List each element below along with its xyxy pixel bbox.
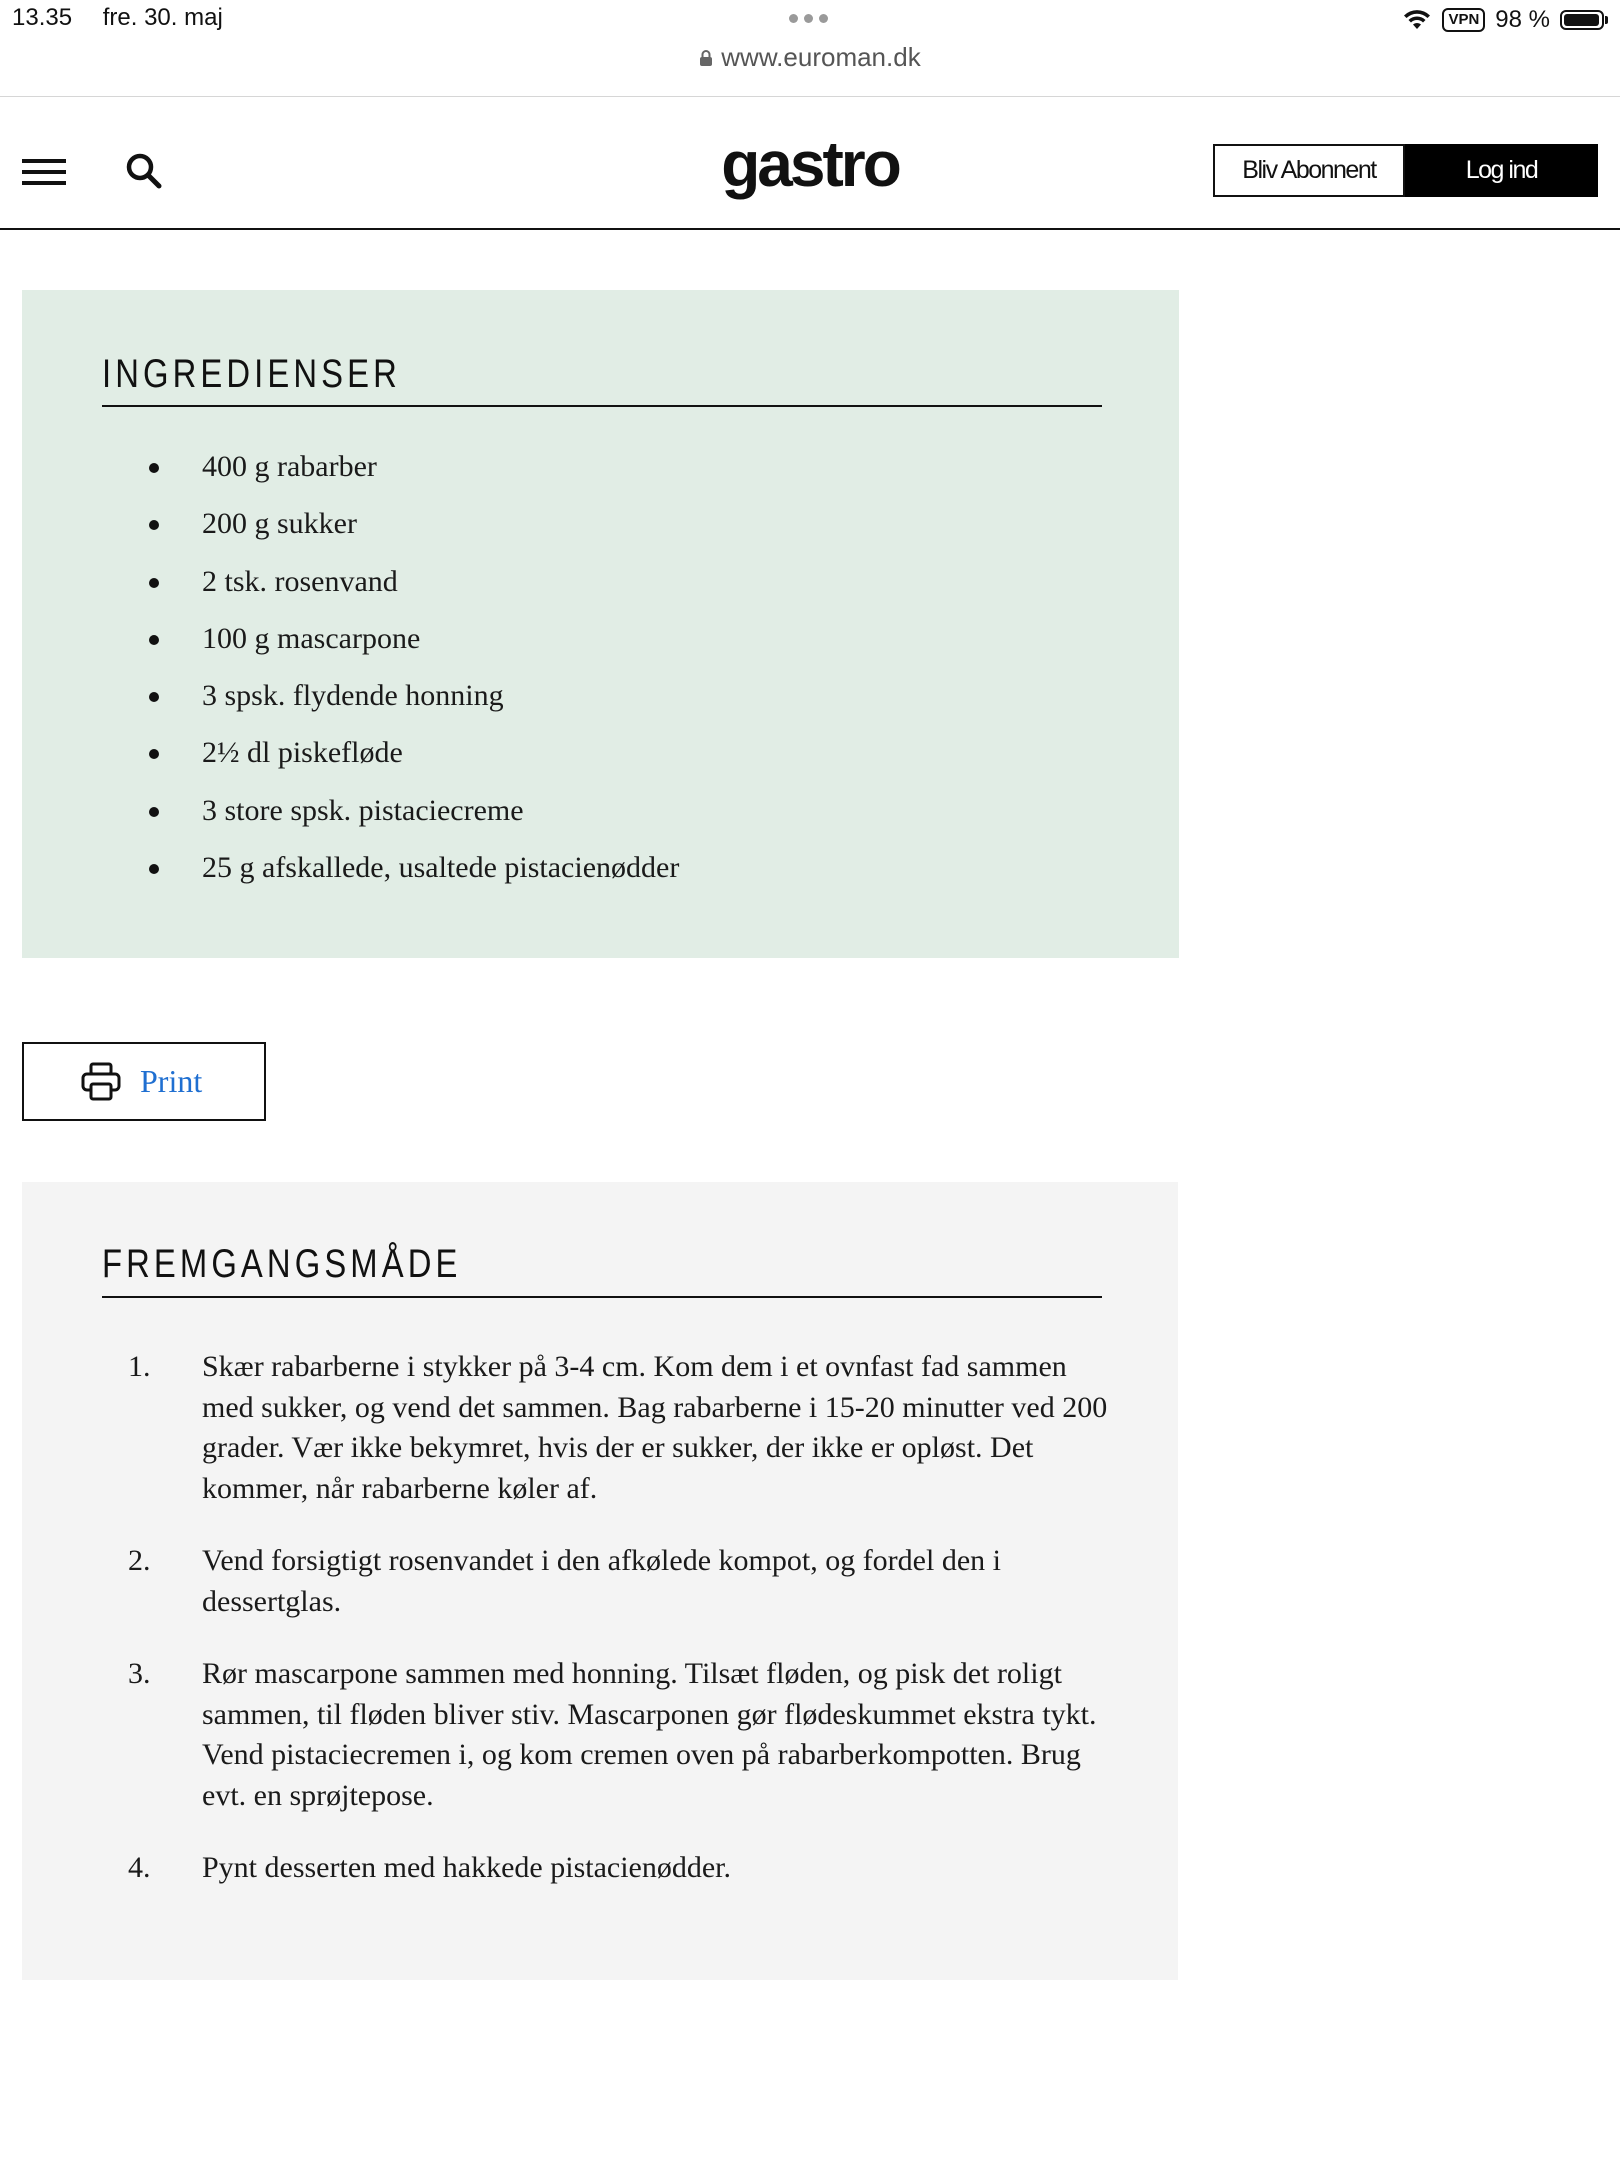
url-text[interactable]: www.euroman.dk bbox=[721, 42, 921, 72]
subscribe-button[interactable]: Bliv Abonnent bbox=[1213, 144, 1405, 197]
method-divider bbox=[102, 1296, 1102, 1298]
method-step bbox=[102, 1654, 1112, 1816]
ingredients-section bbox=[22, 290, 1179, 958]
site-header bbox=[0, 97, 1620, 230]
method-steps bbox=[102, 1347, 1112, 1921]
multitasking-dots-icon[interactable] bbox=[786, 10, 831, 28]
battery-icon bbox=[1560, 10, 1608, 30]
step-text: Pynt desserten med hakkede pistacienødder. bbox=[202, 1851, 732, 1884]
status-date: fre. 30. maj bbox=[102, 4, 223, 31]
ingredient-item: 3 store spsk. pistaciecreme bbox=[102, 782, 679, 839]
menu-icon[interactable] bbox=[22, 159, 66, 185]
method-title: FREMGANGSMÅDE bbox=[102, 1242, 462, 1286]
method-step bbox=[102, 1347, 1112, 1509]
ingredients-title: INGREDIENSER bbox=[102, 352, 401, 396]
print-button[interactable] bbox=[22, 1042, 266, 1121]
step-number: 1. bbox=[128, 1350, 151, 1383]
lock-icon bbox=[699, 49, 713, 67]
search-icon[interactable] bbox=[124, 151, 164, 191]
ingredient-item: 100 g mascarpone bbox=[102, 610, 679, 667]
step-number: 4. bbox=[128, 1851, 151, 1884]
print-label[interactable]: Print bbox=[140, 1063, 203, 1099]
login-button[interactable]: Log ind bbox=[1405, 144, 1598, 197]
wifi-icon bbox=[1402, 9, 1432, 31]
site-logo[interactable]: gastro bbox=[721, 128, 899, 200]
method-step bbox=[102, 1541, 1112, 1622]
ingredients-list bbox=[102, 438, 679, 896]
url-bar[interactable] bbox=[0, 40, 1620, 97]
step-number: 2. bbox=[128, 1544, 151, 1577]
step-text: Vend forsigtigt rosenvandet i den afkølede kompot, og fordel den i dessertglas. bbox=[202, 1544, 1001, 1618]
ingredient-item: 3 spsk. flydende honning bbox=[102, 667, 679, 724]
step-text: Rør mascarpone sammen med honning. Tilsæt fløden, og pisk det roligt sammen, til fløden bliver stiv. Mascarponen gør flødeskummet ekstra tykt. Vend pistaciecremen i, og kom cremen oven på rabarberkompotten. Brug evt. en sprøjtepose. bbox=[202, 1657, 1097, 1812]
vpn-badge: VPN bbox=[1442, 8, 1485, 32]
ingredient-item: 200 g sukker bbox=[102, 495, 679, 552]
step-number: 3. bbox=[128, 1657, 151, 1690]
method-step bbox=[102, 1848, 1112, 1889]
status-bar bbox=[0, 0, 1620, 40]
method-section bbox=[22, 1182, 1178, 1980]
ingredient-item: 400 g rabarber bbox=[102, 438, 679, 495]
ingredients-divider bbox=[102, 405, 1102, 407]
status-right bbox=[1402, 4, 1608, 36]
ingredient-item: 2½ dl piskefløde bbox=[102, 724, 679, 781]
step-text: Skær rabarberne i stykker på 3-4 cm. Kom dem i et ovnfast fad sammen med sukker, og vend det sammen. Bag rabarberne i 15-20 minutter ved 200 grader. Vær ikke bekymret, hvis der er sukker, der ikke er opløst. Det kommer, når rabarberne køler af. bbox=[202, 1350, 1108, 1505]
battery-percent: 98 % bbox=[1495, 6, 1550, 33]
status-left bbox=[12, 4, 247, 32]
ingredient-item: 25 g afskallede, usaltede pistacienødder bbox=[102, 839, 679, 896]
printer-icon bbox=[80, 1062, 122, 1102]
status-time: 13.35 bbox=[12, 4, 73, 31]
ingredient-item: 2 tsk. rosenvand bbox=[102, 553, 679, 610]
